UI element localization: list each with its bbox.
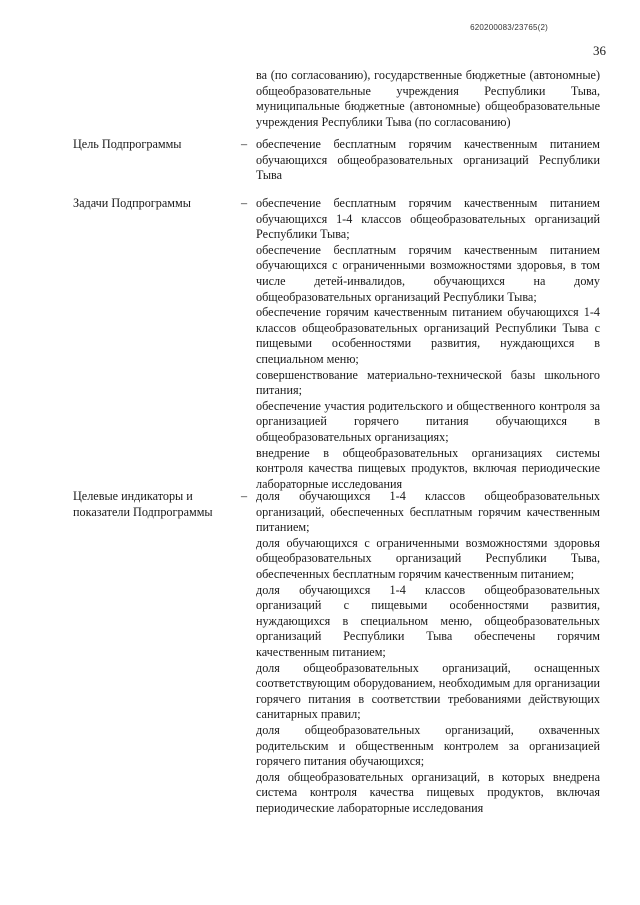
task-item: внедрение в общеобразовательных организациях системы контроля качества пищевых продуктов, включая периодические лабораторные исследования [256,445,600,491]
indicators-content [256,489,600,816]
goal-label: Цель Подпрограммы [73,137,182,151]
task-item: совершенствование материально-технической базы школьного питания; [256,367,600,398]
goal-dash: – [241,137,248,151]
indicators-dash: – [241,489,248,503]
task-item: обеспечение горячим качественным питанием обучающихся 1-4 классов общеобразовательных организаций Республики Тыва с пищевыми особенностями развития, нуждающихся в специальном меню; [256,305,600,366]
tasks-label: Задачи Подпрограммы [73,196,191,210]
indicator-item: доля обучающихся 1-4 классов общеобразовательных организаций с пищевыми особенностями развития, нуждающихся в специальном меню, общеобразовательных организаций Республики Тыва обеспечены горячим качественным питанием; [256,582,600,659]
indicators-label: Целевые индикаторы и показатели Подпрограммы [73,489,213,519]
document-id: 620200083/23765(2) [470,23,548,32]
tasks-dash: – [241,196,248,210]
indicator-item: доля общеобразовательных организаций, охваченных родительским и общественным контролем за организацией горячего питания обучающихся; [256,722,600,769]
intro-paragraph: ва (по согласованию), государственные бюджетные (автономные) общеобразовательные учреждения Республики Тыва, муниципальные бюджетные (автономные) общеобразовательные учреждения Республики Тыва (по согласованию) [256,68,600,129]
goal-item: обеспечение бесплатным горячим качественным питанием обучающихся общеобразовательных организаций Республики Тыва [256,137,600,183]
indicator-item: доля обучающихся с ограниченными возможностями здоровья общеобразовательных организаций Республики Тыва, обеспеченных бесплатным горячим качественным питанием; [256,535,600,581]
task-item: обеспечение бесплатным горячим качественным питанием обучающихся 1-4 классов общеобразовательных организаций Республики Тыва; [256,196,600,242]
indicator-item: доля общеобразовательных организаций, оснащенных соответствующим оборудованием, необходимым для организации горячего питания в соответствии требованиями действующих санитарных правил; [256,660,600,722]
indicator-item: доля общеобразовательных организаций, в которых внедрена система контроля качества пищевых продуктов, включая периодические лабораторные исследования [256,769,600,815]
indicator-item: доля обучающихся 1-4 классов общеобразовательных организаций, обеспеченных бесплатным горячим качественным питанием; [256,489,600,535]
task-item: обеспечение бесплатным горячим качественным питанием обучающихся с ограниченными возможностями здоровья, в том числе детей-инвалидов, обучающихся на дому общеобразовательных организаций Республики Тыва; [256,242,600,304]
task-item: обеспечение участия родительского и общественного контроля за организацией горячего питания обучающихся в общеобразовательных организациях; [256,398,600,444]
page-number: 36 [593,43,606,58]
goal-content [256,137,600,184]
tasks-content [256,196,600,492]
